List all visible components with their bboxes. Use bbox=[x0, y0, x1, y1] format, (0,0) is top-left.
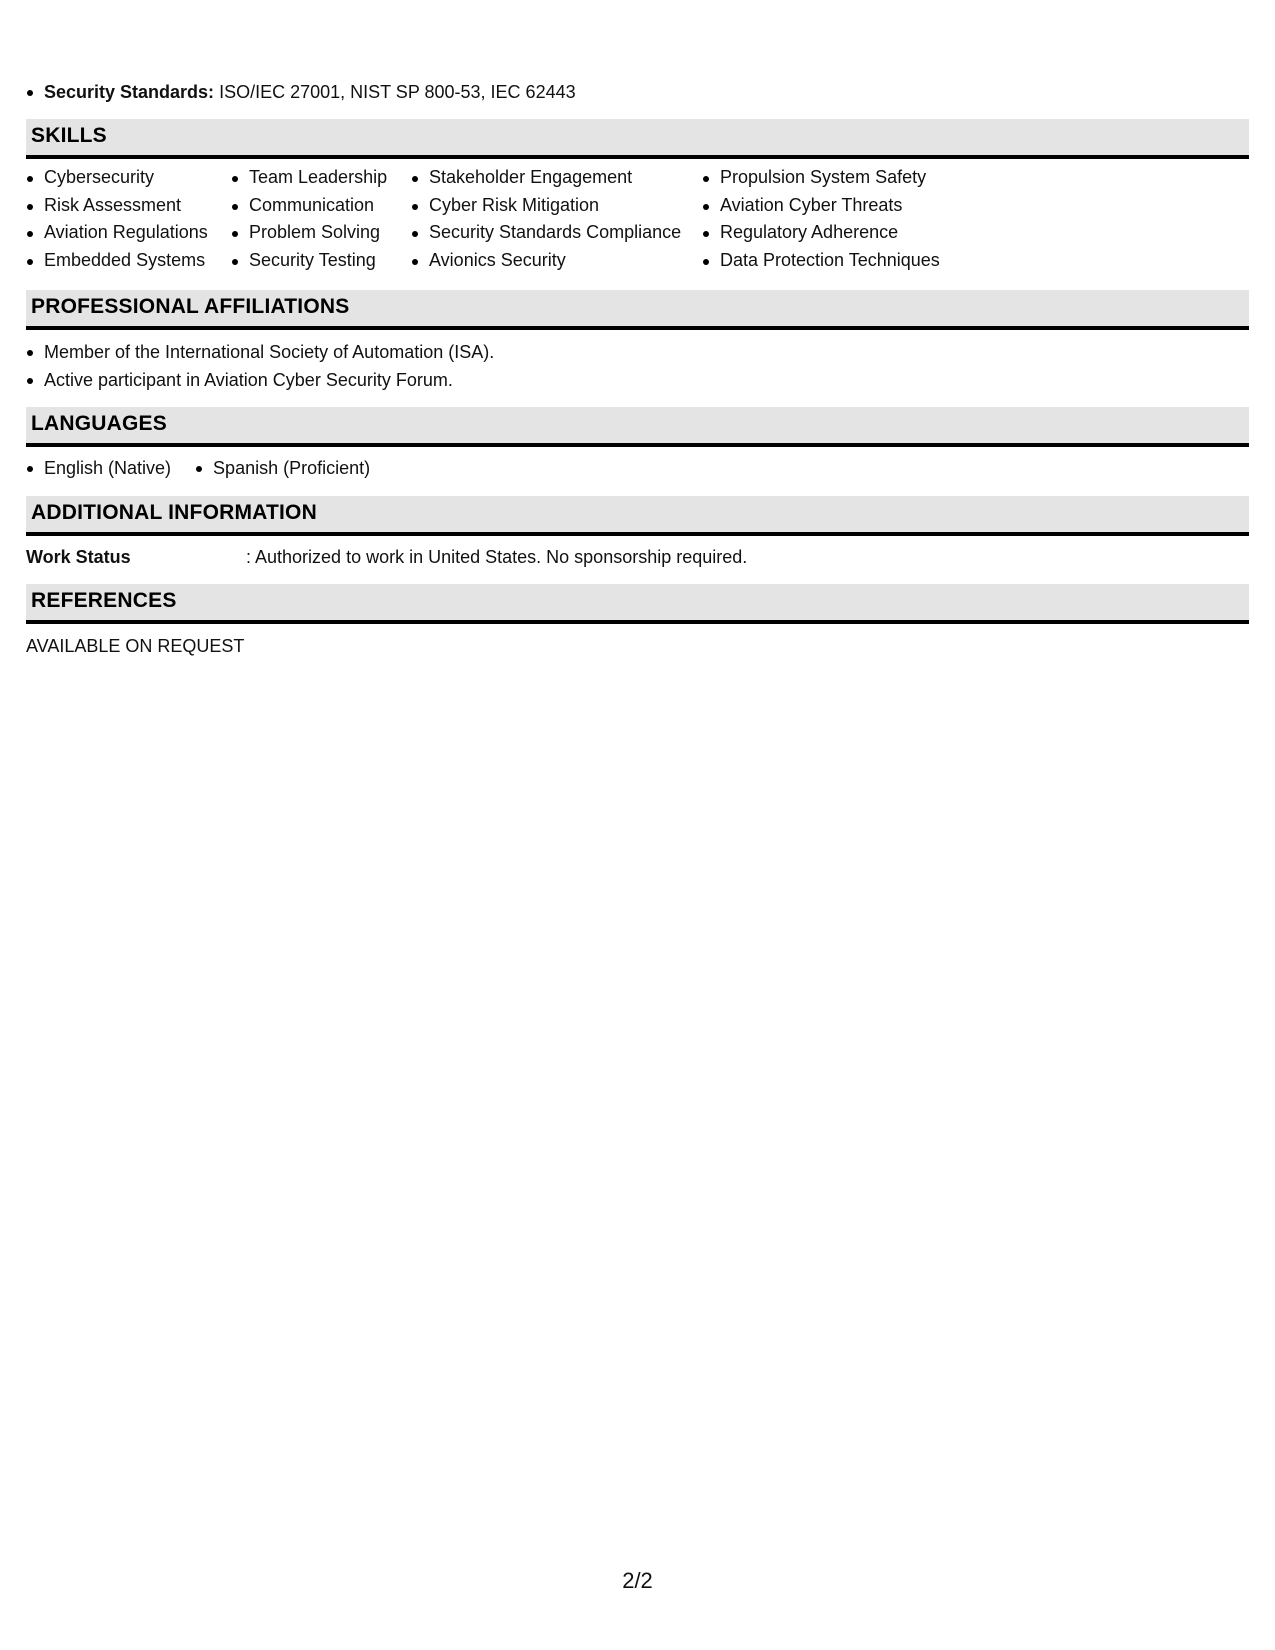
affiliations-heading bbox=[26, 290, 1249, 330]
affiliation-item: Member of the International Society of Automation (ISA). bbox=[26, 338, 1249, 366]
skill-item: Aviation Regulations bbox=[26, 219, 208, 247]
work-status-row bbox=[26, 543, 1249, 571]
affiliations-heading-text: PROFESSIONAL AFFILIATIONS bbox=[31, 295, 350, 318]
references-heading-text: REFERENCES bbox=[31, 589, 177, 612]
skills-list bbox=[26, 164, 1249, 276]
skill-item: Avionics Security bbox=[411, 247, 681, 275]
skill-item: Communication bbox=[231, 192, 387, 220]
languages-heading-text: LANGUAGES bbox=[31, 412, 167, 435]
skills-column-2 bbox=[231, 164, 387, 274]
work-status-label: Work Status bbox=[26, 547, 131, 567]
skill-item: Embedded Systems bbox=[26, 247, 208, 275]
security-standards-value: ISO/IEC 27001, NIST SP 800-53, IEC 62443 bbox=[214, 82, 576, 102]
affiliation-item: Active participant in Aviation Cyber Security Forum. bbox=[26, 366, 1249, 394]
page-number: 2/2 bbox=[622, 1568, 653, 1593]
languages-heading bbox=[26, 407, 1249, 447]
skills-column-3 bbox=[411, 164, 681, 274]
skills-heading-text: SKILLS bbox=[31, 124, 107, 147]
skill-item: Risk Assessment bbox=[26, 192, 208, 220]
language-item: English (Native) bbox=[26, 454, 171, 482]
security-standards-label: Security Standards: bbox=[44, 82, 215, 102]
skills-heading bbox=[26, 119, 1249, 159]
skill-item: Cyber Risk Mitigation bbox=[411, 192, 681, 220]
languages-list bbox=[26, 454, 394, 482]
references-heading bbox=[26, 584, 1249, 624]
additional-info-heading bbox=[26, 496, 1249, 536]
affiliations-list bbox=[26, 338, 1249, 394]
skills-column-1 bbox=[26, 164, 208, 274]
skill-item: Regulatory Adherence bbox=[702, 219, 940, 247]
work-status-value: : Authorized to work in United States. No sponsorship required. bbox=[246, 547, 748, 567]
skill-item: Security Testing bbox=[231, 247, 387, 275]
security-standards-item bbox=[26, 78, 576, 106]
skill-item: Security Standards Compliance bbox=[411, 219, 681, 247]
references-text: AVAILABLE ON REQUEST bbox=[26, 636, 245, 656]
skill-item: Cybersecurity bbox=[26, 164, 208, 192]
additional-info-heading-text: ADDITIONAL INFORMATION bbox=[31, 501, 317, 524]
skill-item: Aviation Cyber Threats bbox=[702, 192, 940, 220]
skills-column-4 bbox=[702, 164, 940, 274]
skill-item: Team Leadership bbox=[231, 164, 387, 192]
skill-item: Data Protection Techniques bbox=[702, 247, 940, 275]
skill-item: Problem Solving bbox=[231, 219, 387, 247]
language-item: Spanish (Proficient) bbox=[195, 454, 370, 482]
skill-item: Propulsion System Safety bbox=[702, 164, 940, 192]
skill-item: Stakeholder Engagement bbox=[411, 164, 681, 192]
